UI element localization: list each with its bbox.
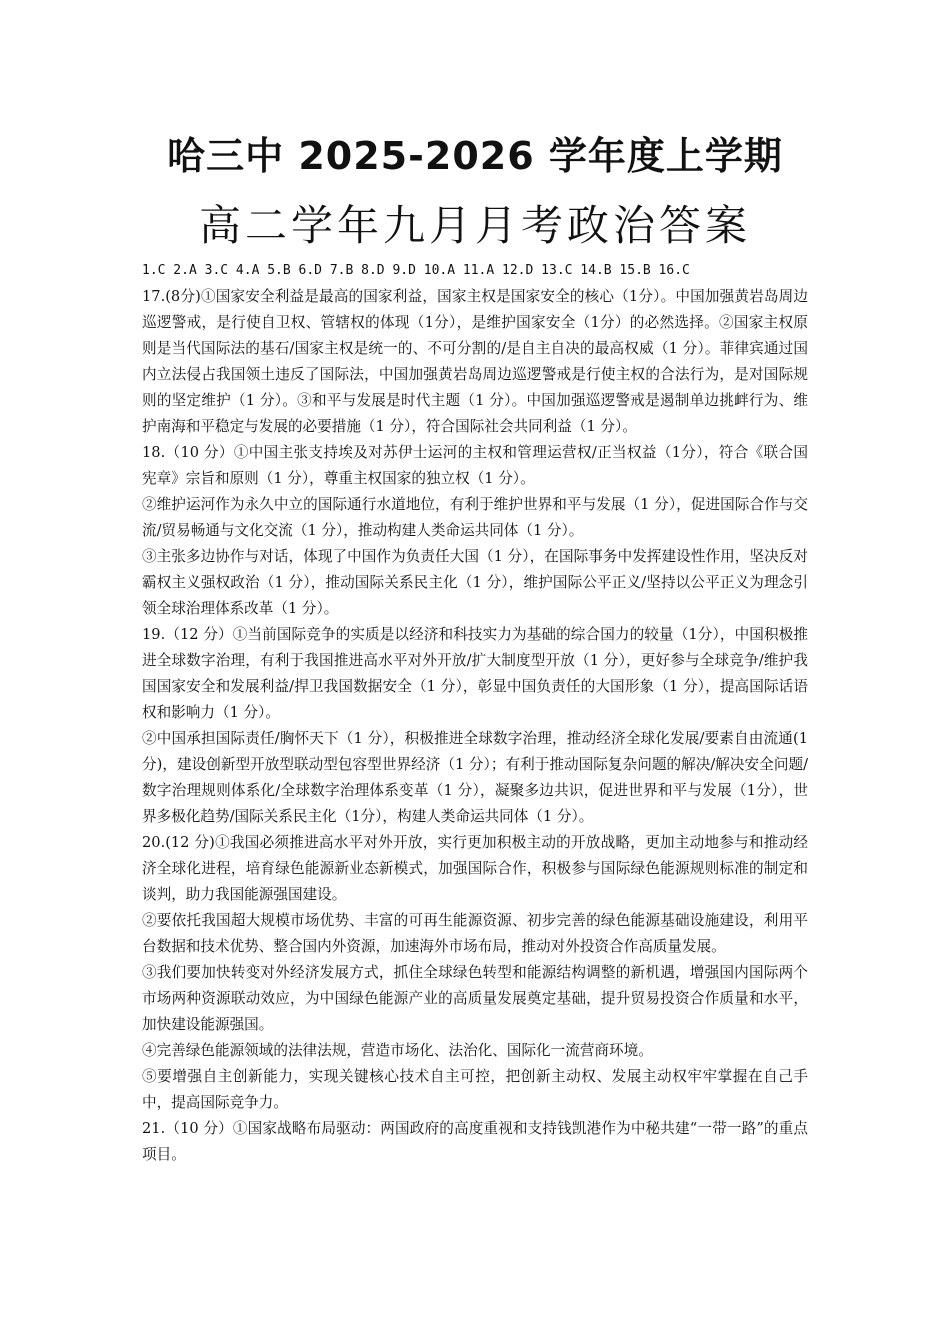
- answer-20-part5: ⑤要增强自主创新能力，实现关键核心技术自主可控，把创新主动权、发展主动权牢牢掌握在自己手中，提高国际竞争力。: [142, 1068, 808, 1111]
- answer-19-part1: 19.（12 分）①当前国际竞争的实质是以经济和科技实力为基础的综合国力的较量（1分），中国积极推进全球数字治理，有利于我国推进高水平对外开放/扩大制度型开放（1 分），更好参与全球竞争/维护我国国家安全和发展利益/捍卫我国数据安全（1 分），彰显中国负责任的大国形象（1 分），提高国际话语权和影响力（1 分）。: [142, 626, 808, 721]
- answer-20-part3: ③我们要加快转变对外经济发展方式，抓住全球绿色转型和能源结构调整的新机遇，增强国内国际两个市场两种资源联动效应，为中国绿色能源产业的高质量发展奠定基础，提升贸易投资合作质量和水平，加快建设能源强国。: [142, 964, 808, 1033]
- answer-20-part1: 20.(12 分)①我国必须推进高水平对外开放，实行更加积极主动的开放战略，更加主动地参与和推动经济全球化进程，培育绿色能源新业态新模式，加强国际合作，积极参与国际绿色能源规则标准的制定和谈判，助力我国能源强国建设。: [142, 834, 808, 903]
- answer-19-part2: ②中国承担国际责任/胸怀天下（1 分），积极推进全球数字治理，推动经济全球化发展/要素自由流通(1 分)，建设创新型开放型联动型包容型世界经济（1 分）；有利于推动国际复杂问题的解决/解决安全问题/数字治理规则体系化/全球数字治理体系变革（1 分），凝聚多边共识，促进世界和平与发展（1分），世界多极化趋势/国际关系民主化（1分），构建人类命运共同体（1 分）。: [142, 730, 808, 825]
- multiple-choice-answers: 1.C 2.A 3.C 4.A 5.B 6.D 7.B 8.D 9.D 10.A 11.A 12.D 13.C 14.B 15.B 16.C: [142, 263, 690, 278]
- answer-20-part4: ④完善绿色能源领域的法律法规，营造市场化、法治化、国际化一流营商环境。: [142, 1042, 653, 1059]
- answer-21-part1: 21.（10 分）①国家战略布局驱动：两国政府的高度重视和支持钱凯港作为中秘共建“一带一路”的重点项目。: [142, 1120, 808, 1163]
- answer-20-part2: ②要依托我国超大规模市场优势、丰富的可再生能源资源、初步完善的绿色能源基础设施建设，利用平台数据和技术优势、整合国内外资源，加速海外市场布局，推动对外投资合作高质量发展。: [142, 912, 808, 955]
- answer-17: 17.(8分)①国家安全利益是最高的国家利益，国家主权是国家安全的核心（1分）。中国加强黄岩岛周边巡逻警戒，是行使自卫权、管辖权的体现（1分），是维护国家安全（1分）的必然选择。②国家主权原则是当代国际法的基石/国家主权是统一的、不可分割的/是自主自决的最高权威（1 分）。菲律宾通过国内立法侵占我国领土违反了国际法，中国加强黄岩岛周边巡逻警戒是行使主权的合法行为，是对国际规则的坚定维护（1 分）。③和平与发展是时代主题（1 分）。中国加强巡逻警戒是遏制单边挑衅行为、维护南海和平稳定与发展的必要措施（1 分），符合国际社会共同利益（1 分）。: [142, 288, 808, 435]
- answer-18-part2: ②维护运河作为永久中立的国际通行水道地位，有利于维护世界和平与发展（1 分），促进国际合作与交流/贸易畅通与文化交流（1 分），推动构建人类命运共同体（1 分）。: [142, 496, 808, 539]
- document-title-line2: 高二学年九月月考政治答案: [198, 201, 751, 250]
- answer-18-part3: ③主张多边协作与对话，体现了中国作为负责任大国（1 分），在国际事务中发挥建设性作用，坚决反对霸权主义强权政治（1 分），推动国际关系民主化（1 分），维护国际公平正义/坚持以公平正义为理念引领全球治理体系改革（1 分）。: [142, 548, 808, 617]
- document-title-line1: 哈三中 2025-2026 学年度上学期: [167, 134, 783, 178]
- answer-18-part1: 18.（10 分）①中国主张支持埃及对苏伊士运河的主权和管理运营权/正当权益（1分），符合《联合国宪章》宗旨和原则（1 分），尊重主权国家的独立权（1 分）。: [142, 444, 808, 487]
